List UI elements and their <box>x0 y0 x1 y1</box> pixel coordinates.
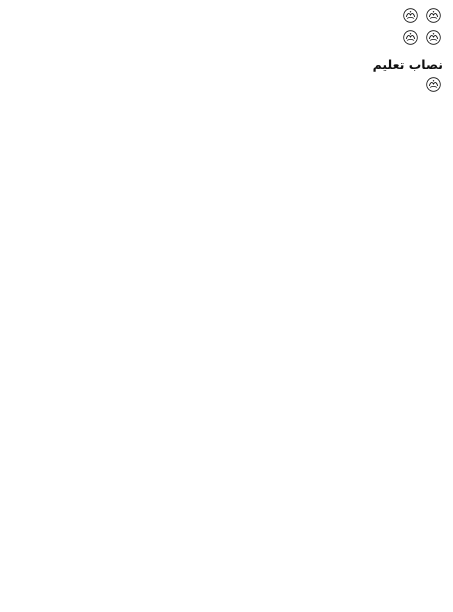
honorific-icon <box>403 8 418 23</box>
section-heading: نصاب تعلیم <box>372 57 443 73</box>
honorific-icon <box>403 30 418 45</box>
education-paragraph <box>10 30 443 51</box>
intro-paragraph <box>10 8 443 29</box>
honorific-icon <box>426 77 441 92</box>
honorific-icon <box>426 30 441 45</box>
honorific-icon <box>426 8 441 23</box>
university-curriculum-paragraph <box>10 77 443 98</box>
